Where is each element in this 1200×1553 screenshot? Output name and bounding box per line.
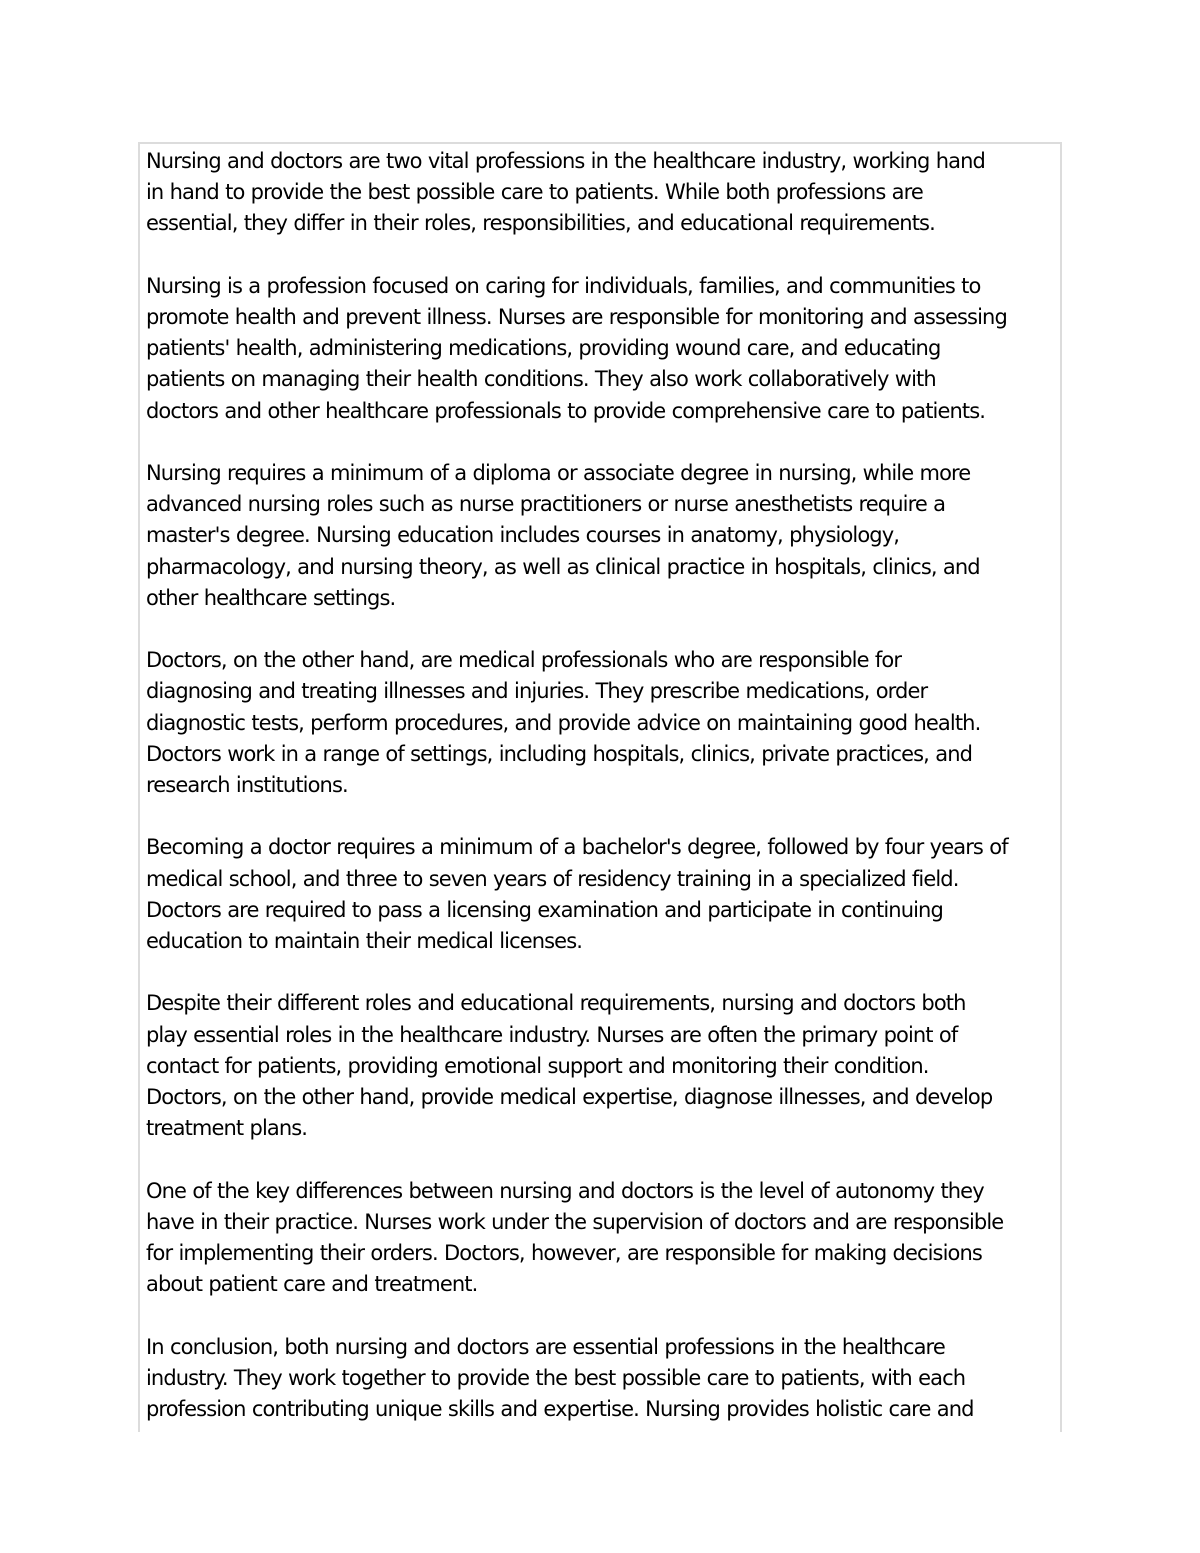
text-line: One of the key differences between nursing and doctors is the level of autonomy they	[146, 1178, 984, 1203]
text-line: about patient care and treatment.	[146, 1272, 478, 1297]
text-line: pharmacology, and nursing theory, as well as clinical practice in hospitals, clinics, and	[146, 554, 980, 579]
text-line: for implementing their orders. Doctors, however, are responsible for making decisions	[146, 1241, 982, 1266]
text-line: diagnostic tests, perform procedures, and provide advice on maintaining good health.	[146, 710, 981, 735]
text-line: Nursing and doctors are two vital professions in the healthcare industry, working hand	[146, 149, 985, 173]
text-line: promote health and prevent illness. Nurses are responsible for monitoring and assessing	[146, 305, 1007, 329]
paragraph	[146, 146, 1062, 240]
paragraph	[146, 1332, 1062, 1426]
text-line: doctors and other healthcare professionals to provide comprehensive care to patients.	[146, 398, 986, 423]
text-line: Doctors are required to pass a licensing examination and participate in continuing	[146, 897, 943, 922]
text-line: have in their practice. Nurses work under the supervision of doctors and are responsible	[146, 1209, 1004, 1234]
text-line: Doctors, on the other hand, provide medical expertise, diagnose illnesses, and develop	[146, 1085, 993, 1110]
text-line: contact for patients, providing emotional support and monitoring their condition.	[146, 1053, 929, 1078]
text-line: medical school, and three to seven years of residency training in a specialized field.	[146, 866, 959, 891]
text-line: other healthcare settings.	[146, 585, 396, 610]
text-line: Nursing requires a minimum of a diploma or associate degree in nursing, while more	[146, 461, 971, 485]
text-line: essential, they differ in their roles, responsibilities, and educational requirements.	[146, 211, 935, 236]
paragraph	[146, 458, 1062, 614]
paragraph	[146, 988, 1062, 1144]
paragraph	[146, 1176, 1062, 1301]
text-line: education to maintain their medical licenses.	[146, 929, 583, 954]
text-line: Doctors work in a range of settings, including hospitals, clinics, private practices, and	[146, 741, 973, 766]
text-line: master's degree. Nursing education includes courses in anatomy, physiology,	[146, 523, 900, 548]
text-line: In conclusion, both nursing and doctors are essential professions in the healthcare	[146, 1334, 945, 1359]
text-line: industry. They work together to provide the best possible care to patients, with each	[146, 1365, 966, 1390]
document-body	[146, 146, 1062, 1432]
text-line: play essential roles in the healthcare industry. Nurses are often the primary point of	[146, 1022, 958, 1047]
paragraph	[146, 271, 1062, 427]
text-line: Nursing is a profession focused on caring for individuals, families, and communities to	[146, 273, 981, 298]
text-line: treatment plans.	[146, 1116, 308, 1141]
text-line: profession contributing unique skills and expertise. Nursing provides holistic care and	[146, 1397, 974, 1422]
paragraph	[146, 832, 1062, 957]
text-line: patients on managing their health conditions. They also work collaboratively with	[146, 367, 936, 392]
text-line: in hand to provide the best possible care to patients. While both professions are	[146, 180, 923, 205]
text-line: diagnosing and treating illnesses and injuries. They prescribe medications, order	[146, 679, 928, 704]
text-line: advanced nursing roles such as nurse practitioners or nurse anesthetists require a	[146, 492, 946, 517]
text-line: Becoming a doctor requires a minimum of a bachelor's degree, followed by four years of	[146, 835, 1008, 860]
text-line: Despite their different roles and educational requirements, nursing and doctors both	[146, 991, 966, 1016]
text-line: patients' health, administering medications, providing wound care, and educating	[146, 336, 941, 361]
paragraph	[146, 645, 1062, 801]
text-line: research institutions.	[146, 773, 348, 798]
text-line: Doctors, on the other hand, are medical professionals who are responsible for	[146, 648, 902, 673]
text-frame	[138, 142, 1062, 1432]
